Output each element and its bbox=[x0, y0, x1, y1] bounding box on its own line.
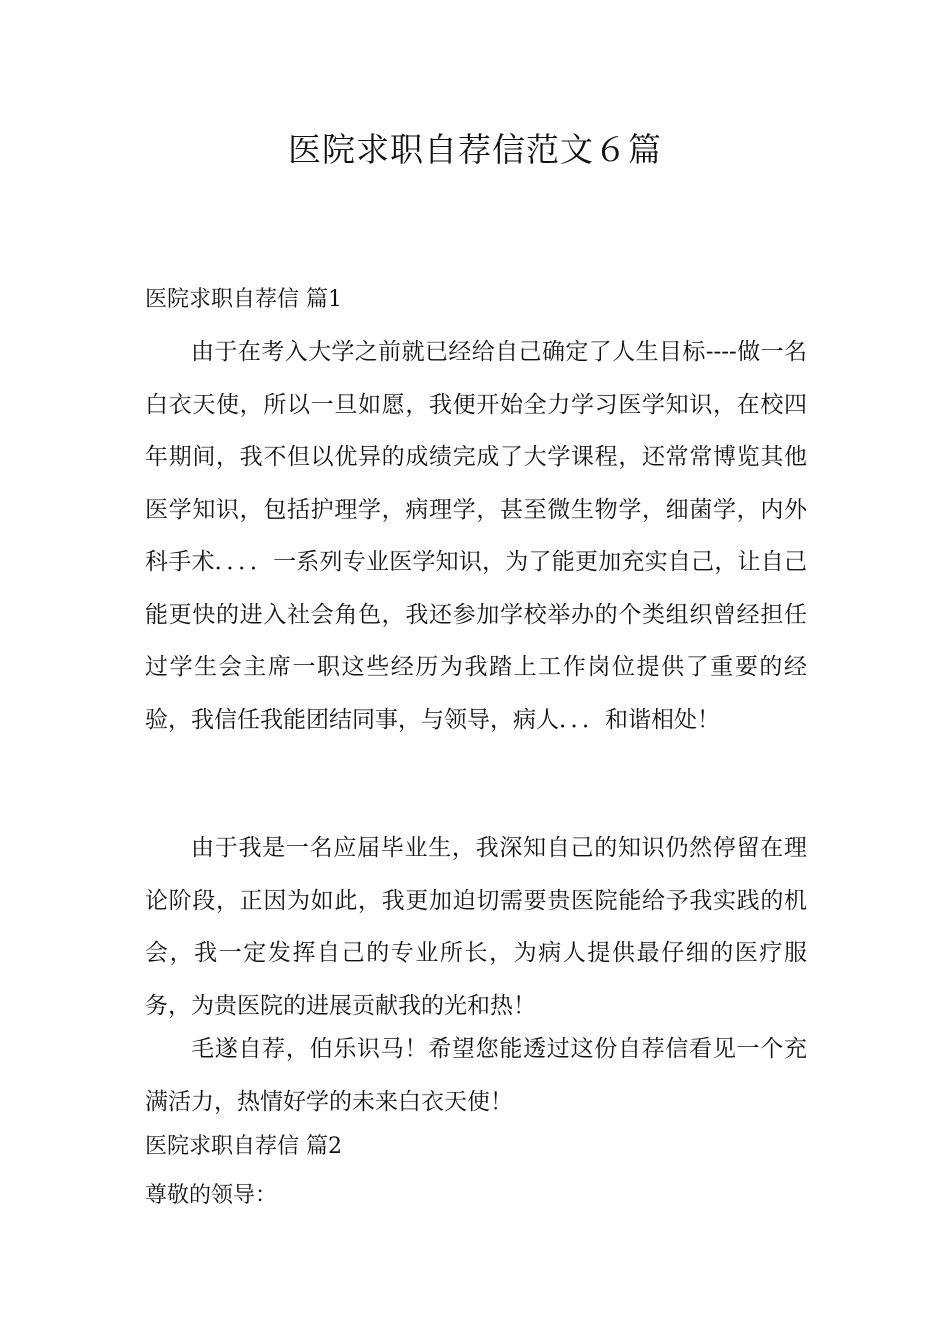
section-2-heading: 医院求职自荐信 篇2 bbox=[145, 1134, 342, 1159]
section-1-paragraph-2: 由于我是一名应届毕业生，我深知自己的知识仍然停留在理论阶段，正因为如此，我更加迫切需要贵医院能给予我实践的机会，我一定发挥自己的专业所长，为病人提供最仔细的医疗服务，为贵医院的进展贡献我的光和热！ bbox=[145, 835, 807, 1019]
section-1-paragraph-3: 毛遂自荐，伯乐识马！希望您能透过这份自荐信看见一个充满活力，热情好学的未来白衣天使！ bbox=[145, 1036, 807, 1115]
document-title: 医院求职自荐信范文６篇 bbox=[288, 130, 662, 169]
section-1-paragraph-1: 由于在考入大学之前就已经给自己确定了人生目标----做一名白衣天使，所以一旦如愿，我便开始全力学习医学知识，在校四年期间，我不但以优异的成绩完成了大学课程，还常常博览其他医学知识，包括护理学，病理学，甚至微生物学，细菌学，内外科手术．．．．一系列专业医学知识，为了能更加充实自己，让自己能更快的进入社会角色，我还参加学校举办的个类组织曾经担任过学生会主席一职这些经历为我踏上工作岗位提供了重要的经验，我信任我能团结同事，与领导，病人．．．和谐相处！ bbox=[145, 339, 807, 733]
section-1-heading: 医院求职自荐信 篇1 bbox=[145, 287, 342, 312]
section-2-salutation: 尊敬的领导： bbox=[145, 1183, 278, 1208]
